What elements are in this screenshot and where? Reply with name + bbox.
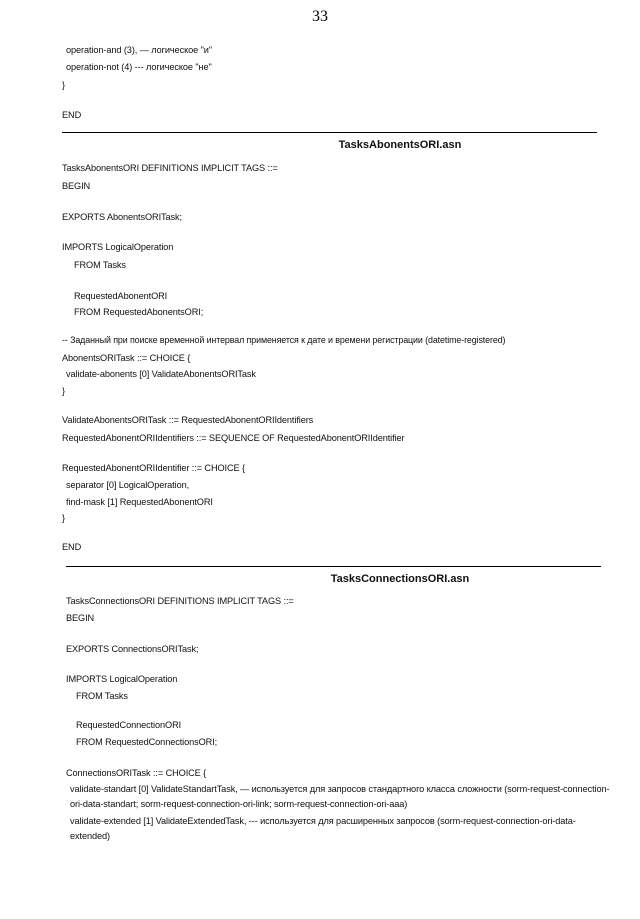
section-title-connections: TasksConnectionsORI.asn <box>330 573 470 585</box>
code-line: IMPORTS LogicalOperation <box>66 674 178 684</box>
code-line: FROM RequestedConnectionsORI; <box>76 737 218 747</box>
code-line: find-mask [1] RequestedAbonentORI <box>66 497 213 507</box>
code-line: IMPORTS LogicalOperation <box>62 242 174 252</box>
code-line: RequestedAbonentORI <box>74 291 168 301</box>
code-line: operation-and (3), — логическое "и" <box>66 45 212 55</box>
code-line: EXPORTS ConnectionsORITask; <box>66 644 199 654</box>
code-line: TasksAbonentsORI DEFINITIONS IMPLICIT TAGS ::= <box>62 163 278 173</box>
code-line: separator [0] LogicalOperation, <box>66 480 190 490</box>
code-line: TasksConnectionsORI DEFINITIONS IMPLICIT TAGS ::= <box>66 596 294 606</box>
code-line: } <box>62 386 65 396</box>
code-line: FROM Tasks <box>74 260 126 270</box>
code-comment: -- Заданный при поиске временной интервал применяется к дате и времени регистрации (datetime-registered) <box>62 335 506 345</box>
section-title-abonents: TasksAbonentsORI.asn <box>338 139 462 151</box>
code-line: EXPORTS AbonentsORITask; <box>62 212 182 222</box>
code-line-wrapped: validate-standart [0] ValidateStandartTask, — используется для запросов стандартного класса сложности (sorm-request-connection-ori-data-standart; sorm-request-connection-ori-link; sorm-request-connection-ori-aaa) <box>70 784 610 809</box>
code-line: RequestedAbonentORIIdentifiers ::= SEQUENCE OF RequestedAbonentORIIdentifier <box>62 433 405 443</box>
code-line: FROM RequestedAbonentsORI; <box>74 307 204 317</box>
code-line: FROM Tasks <box>76 691 128 701</box>
code-line: END <box>62 110 82 120</box>
page-number: 33 <box>312 8 328 25</box>
code-line: validate-abonents [0] ValidateAbonentsORITask <box>66 369 256 379</box>
code-line: ConnectionsORITask ::= CHOICE { <box>66 768 207 778</box>
code-line: ValidateAbonentsORITask ::= RequestedAbonentORIIdentifiers <box>62 415 314 425</box>
section-divider <box>62 132 597 133</box>
code-line: operation-not (4) --- логическое "не" <box>66 62 212 72</box>
code-line: RequestedAbonentORIIdentifier ::= CHOICE { <box>62 463 245 473</box>
code-line: BEGIN <box>66 613 95 623</box>
code-line: BEGIN <box>62 181 91 191</box>
code-line: END <box>62 542 82 552</box>
code-line: } <box>62 80 65 90</box>
code-line: } <box>62 513 65 523</box>
code-line: AbonentsORITask ::= CHOICE { <box>62 353 191 363</box>
code-line-wrapped: validate-extended [1] ValidateExtendedTask, --- используется для расширенных запросов (sorm-request-connection-ori-data-extended) <box>70 816 576 841</box>
code-line: RequestedConnectionORI <box>76 720 182 730</box>
section-divider <box>66 566 601 567</box>
